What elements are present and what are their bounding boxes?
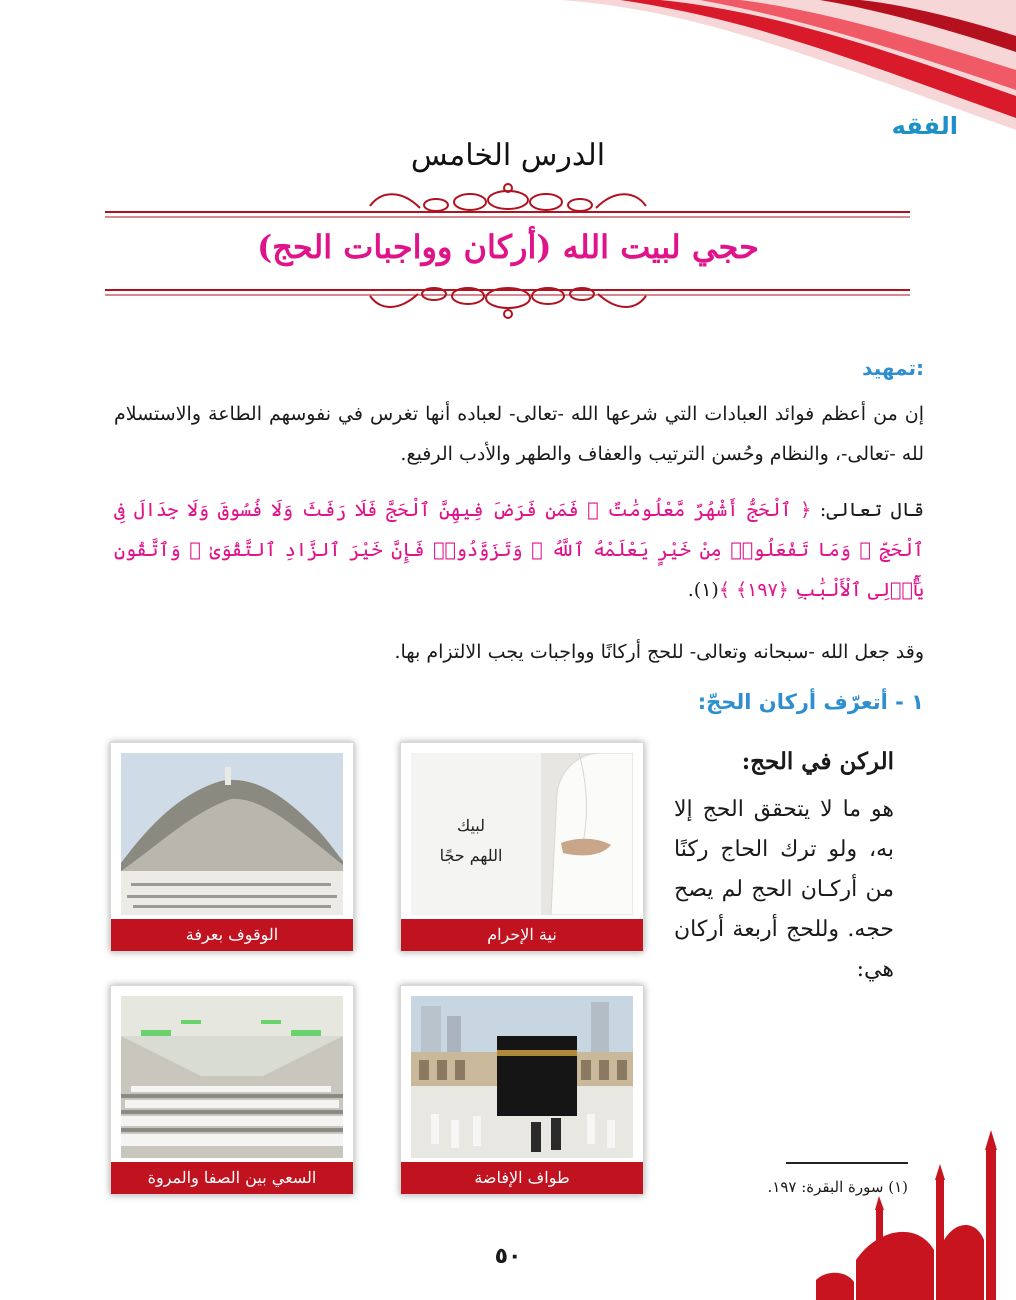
definition-title: الركن في الحج: bbox=[741, 748, 894, 775]
intro-paragraph: إن من أعظم فوائد العبادات التي شرعها الله -تعالى- لعباده أنها تغرس في نفوسهم الطاعة والاستسلام لله -تعالى-، والنظام وحُسن الترتيب والعفاف والطهر والأدب الرفيع. bbox=[114, 403, 924, 465]
top-swoosh-decoration bbox=[0, 0, 1016, 140]
footnote-ref: (١). bbox=[687, 579, 719, 601]
quran-intro: قال تعالى: bbox=[811, 499, 924, 521]
quran-verse-block bbox=[114, 490, 924, 610]
card-ihram bbox=[400, 742, 644, 952]
masaa-photo bbox=[121, 996, 343, 1158]
card-caption: السعي بين الصفا والمروة bbox=[111, 1162, 353, 1194]
lesson-title: حجي لبيت الله (أركان وواجبات الحج) bbox=[257, 228, 759, 266]
quran-verse: ﴿ ٱلْحَجُّ أَشْهُرٌ مَّعْلُومَٰتٌ ۚ فَمَن فَرَضَ فِيهِنَّ ٱلْحَجَّ فَلَا رَفَثَ وَلَا فُسُوقَ وَلَا جِدَالَ فِى ٱلْحَجِّ ۗ وَمَا تَفْعَلُوا۟ مِنْ خَيْرٍ يَعْلَمْهُ ٱللَّهُ ۗ وَتَزَوَّدُوا۟ فَإِنَّ خَيْرَ ٱلزَّادِ ٱلتَّقْوَىٰ ۚ وَٱتَّقُونِ يَٰٓأُو۟لِى ٱلْأَلْبَٰبِ ﴿١٩٧﴾ ﴾ bbox=[114, 499, 925, 601]
card-caption: طواف الإفاضة bbox=[401, 1162, 643, 1194]
pillars-intro-paragraph: وقد جعل الله -سبحانه وتعالى- للحج أركانًا وواجبات يجب الالتزام بها. bbox=[394, 641, 924, 663]
card-caption: الوقوف بعرفة bbox=[111, 919, 353, 951]
mosque-silhouette-decoration bbox=[816, 1120, 1016, 1300]
kaaba-photo bbox=[411, 996, 633, 1158]
card-tawaf bbox=[400, 985, 644, 1195]
lesson-number: الدرس الخامس bbox=[410, 138, 606, 173]
definition-body: هو ما لا يتحقق الحج إلا به، ولو ترك الحاج ركنًا من أركـان الحج لم يصح حجه. وللحج أربعة أركان هي: bbox=[674, 797, 894, 982]
arafat-photo bbox=[121, 753, 343, 915]
ihram-photo bbox=[411, 753, 633, 915]
talbiyah-text: لبيك اللهم حجًا bbox=[439, 816, 503, 865]
card-sai bbox=[110, 985, 354, 1195]
intro-heading: تمهيد: bbox=[862, 356, 924, 380]
ornament-divider-top bbox=[0, 178, 1016, 228]
ornament-divider-bottom bbox=[0, 272, 1016, 332]
footnote: (١) سورة البقرة: ١٩٧. bbox=[767, 1178, 908, 1196]
section-heading: ١ - أتعرّف أركان الحجّ: bbox=[697, 690, 924, 714]
page-number: ٥٠ bbox=[494, 1244, 522, 1269]
card-caption: نية الإحرام bbox=[401, 919, 643, 951]
card-arafat bbox=[110, 742, 354, 952]
subject-label: الفقه bbox=[891, 112, 958, 140]
